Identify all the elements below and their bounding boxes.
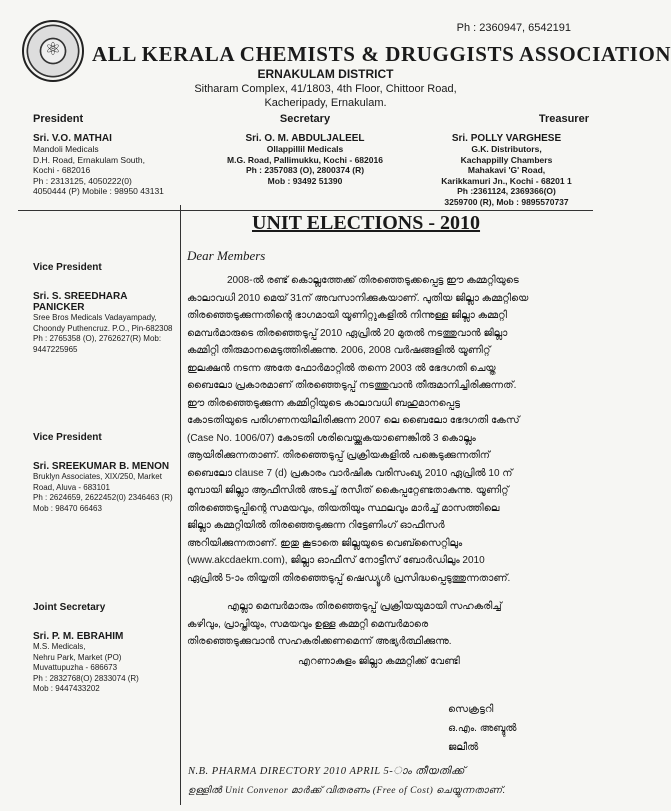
paragraph-line: ബൈലോ പ്രകാരമാണ് തിരഞ്ഞെടുപ്പ് നടത്തുവാൻ തീരുമാനിച്ചിരിക്കുന്നത്. (187, 380, 517, 391)
association-name: ALL KERALA CHEMISTS & DRUGGISTS ASSOCIATION (92, 42, 671, 66)
detail-line: Mob : 93492 51390 (267, 175, 343, 186)
paragraph-line: ബൈലോ clause 7 (d) പ്രകാരം വാർഷിക വരിസംഖ്യ 2010 ഏപ്രിൽ 10 ന് (187, 467, 513, 479)
header-divider (18, 210, 593, 211)
vice-president-2-name: Sri. SREEKUMAR B. MENON (33, 461, 170, 472)
detail-line: Nehru Park, Market (PO) (33, 652, 122, 662)
address-line-1: Sitharam Complex, 41/1803, 4th Floor, Chittoor Road, (194, 83, 457, 95)
secretary-details (200, 144, 410, 186)
paragraph-line: തിരഞ്ഞെടുപ്പിന്റെ സമയവും, തിയതിയും സ്ഥലവും മാർച്ച് മാസത്തിലെ (187, 502, 500, 514)
detail-line: M.G. Road, Pallimukku, Kochi - 682016 (227, 154, 383, 165)
paragraph-line: അറിയിക്കുന്നതാണ്. ഇതു കൂടാതെ ജില്ലയുടെ വെബ്സൈറ്റിലും (187, 537, 463, 549)
secretary-role: Secretary (279, 113, 331, 125)
secretary-name: Sri. O. M. ABDULJALEEL (245, 133, 365, 144)
paragraph-line: മെമ്പർമാരുടെ തിരഞ്ഞെടുപ്പ് 2010 ഏപ്രിൽ 20 മുതൽ നടത്തുവാൻ ജില്ലാ (187, 327, 508, 339)
mortar-pestle-icon: ⚛ (44, 39, 62, 59)
paragraph-line: ഈ തിരഞ്ഞെടുക്കുന്ന കമ്മിറ്റിയുടെ കാലാവധി ബഹുമാനപ്പെട്ട (187, 397, 461, 409)
signature-block (448, 700, 516, 757)
detail-line: Ph : 2624659, 2622452(0) 2346463 (R) (33, 493, 173, 502)
detail-line: Ph : 2357083 (O), 2800374 (R) (245, 165, 365, 175)
joint-secretary-name: Sri. P. M. EBRAHIM (33, 631, 124, 642)
paragraph-line: ജില്ലാ കമ്മറ്റിയിൽ തിരഞ്ഞെടുക്കുന്ന റിട്ടേണിംഗ് ഓഫീസർ (187, 520, 445, 531)
detail-line: 3259700 (R), Mob : 9895570737 (444, 196, 569, 207)
column-divider (180, 205, 181, 805)
joint-secretary-details (33, 642, 179, 695)
detail-line: Road, Aluva - 683101 (33, 482, 110, 492)
vice-president-1-details (33, 313, 179, 355)
paragraph-line: കോടതിയുടെ പരിഗണനയിലിരിക്കുന്ന 2007 ലെ ബൈലോ ഭേദഗതി കേസ് (187, 415, 520, 426)
president-details (33, 144, 164, 197)
detail-line: D.H. Road, Ernakulam South, (33, 154, 145, 165)
handwritten-note-line-1: N.B. PHARMA DIRECTORY 2010 APRIL 5-ാം തീയതിക്ക് (188, 766, 465, 777)
president-block (33, 113, 164, 197)
detail-line: 4050444 (P) Mobile : 98950 43131 (33, 186, 164, 196)
detail-line: 9447225965 (33, 344, 78, 354)
joint-secretary-block (33, 602, 179, 695)
detail-line: Mandoli Medicals (33, 144, 99, 154)
paragraph-line: കാലാവധി 2010 മെയ് 31ന് അവസാനിക്കുകയാണ്. പുതിയ ജില്ലാ കമ്മറ്റിയെ (187, 292, 529, 304)
detail-line: Sree Bros Medicals Vadayampady, (33, 313, 157, 322)
vice-president-1-block (33, 262, 179, 355)
paragraph-line: ആയിരിക്കുന്നതാണ്. തിരഞ്ഞെടുപ്പ് പ്രക്രിയകളിൽ പങ്കെടുക്കുന്നതിന് (187, 450, 490, 461)
office-address (0, 82, 611, 110)
treasurer-details (424, 144, 589, 207)
address-line-2: Kacheripady, Ernakulam. (264, 97, 387, 109)
detail-line: Ph : 2313125, 4050222(0) (33, 175, 132, 186)
signature-line: ഒ.എം. അബ്ദുൽ (448, 723, 517, 734)
paragraph-line: മുമ്പായി ജില്ലാ ആഫീസിൽ അടച്ച് രസീത് കൈപ്പറ്റേണ്ടതാകുന്നു. യൂണിറ്റ് (187, 485, 509, 496)
detail-line: Ph : 2832768(O) 2833074 (R) (33, 673, 139, 683)
vice-president-1-role: Vice President (33, 262, 102, 273)
paragraph-line: 2008-ൽ രണ്ട് കൊല്ലത്തേക്ക് തിരഞ്ഞെടുക്കപ്പെട്ട ഈ കമ്മറ്റിയുടെ (227, 275, 519, 286)
detail-line: Ph : 2765358 (O), 2762627(R) Mob: (33, 334, 162, 343)
paragraph-line: ഏപ്രിൽ 5-ാം തിയ്യതി തിരഞ്ഞെടുപ്പ് ഷെഡ്യൂൾ പ്രസിദ്ധപ്പെടുത്തുന്നതാണ്. (187, 572, 511, 584)
treasurer-name: Sri. POLLY VARGHESE (451, 133, 562, 144)
letter-paragraph-2 (187, 598, 590, 651)
paragraph-line: കഴിവും, പ്രാപ്തിയും, സമയവും ഉള്ള കമ്മറ്റി മെമ്പർമാരെ (187, 618, 429, 630)
vice-president-2-block (33, 432, 179, 514)
president-role: President (33, 113, 84, 125)
detail-line: Ollappillil Medicals (266, 144, 344, 154)
secretary-block (200, 113, 410, 186)
paragraph-line: (Case No. 1006/07) കോടതി ശരിവെയ്ക്കുകയാണെങ്കിൽ 3 കൊല്ലം (187, 432, 476, 444)
paragraph-line: തിരഞ്ഞെടുക്കുന്നതിന്റെ ഭാഗമായി യൂണിറ്റുകളിൽ നിന്നുള്ള ജില്ലാ കമ്മറ്റി (187, 310, 507, 321)
detail-line: Mahakavi 'G' Road, (467, 165, 546, 175)
paragraph-line: തിരഞ്ഞെടുക്കുവാൻ സഹകരിക്കണമെന്ന് അഭ്യർത്ഥിക്കുന്നു. (187, 636, 452, 647)
detail-line: Mob : 98470 66463 (33, 503, 102, 513)
joint-secretary-role: Joint Secretary (33, 602, 106, 613)
treasurer-block (424, 113, 589, 207)
signature-line: ജലീൽ (448, 742, 479, 753)
letter-paragraph-1 (187, 272, 590, 587)
vice-president-1-name: Sri. S. SREEDHARA PANICKER (33, 291, 128, 313)
district-name: ERNAKULAM DISTRICT (257, 67, 394, 81)
signature-line: സെക്രട്ടറി (448, 704, 494, 715)
closing-line: എറണാകുളം ജില്ലാ കമ്മറ്റിക്ക് വേണ്ടി (298, 656, 460, 667)
treasurer-role: Treasurer (538, 113, 589, 125)
detail-line: Muvattupuzha - 686673 (33, 663, 118, 672)
salutation: Dear Members (187, 248, 266, 263)
detail-line: Ph :2361124, 2369366(O) (457, 186, 556, 196)
header-phone: Ph : 2360947, 6542191 (456, 22, 571, 34)
detail-line: Mob : 9447433202 (33, 684, 100, 693)
paragraph-line: ഇലക്ഷൻ നടന്ന അതേ ഫോർമാറ്റിൽ തന്നെ 2003 ൽ ഭേദഗതി ചെയ്ത (187, 362, 496, 374)
vice-president-2-details (33, 472, 179, 514)
detail-line: G.K. Distributors, (471, 144, 542, 154)
paragraph-line: (www.akcdaekm.com), ജില്ലാ ഓഫീസ് നോട്ടീസ് ബോർഡിലും 2010 (187, 555, 485, 566)
detail-line: Kochi - 682016 (33, 165, 91, 175)
vice-president-2-role: Vice President (33, 432, 102, 443)
letter-title: UNIT ELECTIONS - 2010 (252, 212, 481, 234)
paragraph-line: എല്ലാ മെമ്പർമാരും തിരഞ്ഞെടുപ്പ് പ്രക്രിയയുമായി സഹകരിച്ച് (227, 601, 502, 612)
handwritten-note-line-2: ഉള്ളിൽ Unit Convenor മാർക്ക് വിതരണം (Free of Cost) ചെയ്യുന്നതാണ്. (188, 786, 506, 796)
detail-line: M.S. Medicals, (33, 642, 86, 651)
paragraph-line: കമ്മിറ്റി തീരുമാനമെടുത്തിരിക്കുന്നു. 2006, 2008 വർഷങ്ങളിൽ യൂണിറ്റ് (187, 345, 491, 356)
detail-line: Karikkamuri Jn., Kochi - 68201 1 (441, 175, 572, 186)
detail-line: Choondy Puthencruz. P.O., Pin-682308 (33, 323, 173, 333)
president-name: Sri. V.O. MATHAI (33, 133, 112, 144)
detail-line: Bruklyn Associates, XIX/250, Market (33, 472, 162, 481)
detail-line: Kachappilly Chambers (460, 154, 553, 165)
